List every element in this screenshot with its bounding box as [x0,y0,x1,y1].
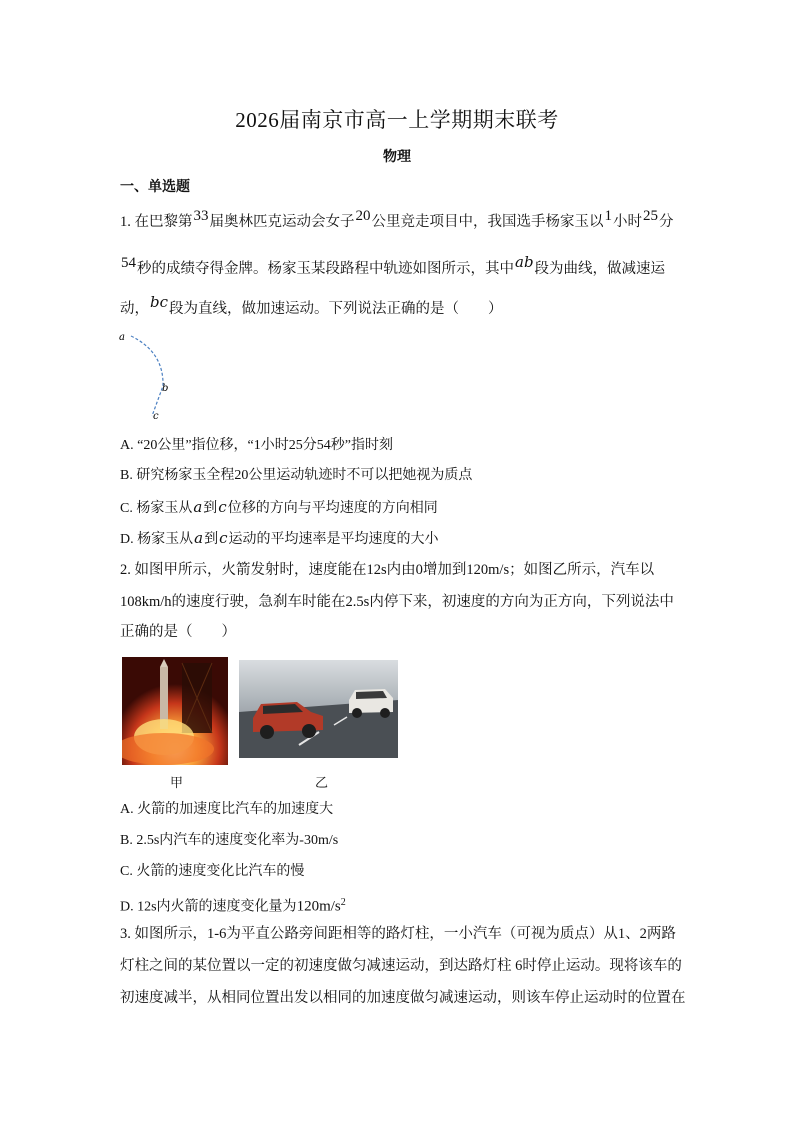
car-driving-image [239,660,398,758]
q1-line-2 [120,253,666,279]
q2-option-b: B. 2.5s内汽车的速度变化率为-30m/s [120,833,339,848]
trajectory-path [131,336,163,416]
q1-text: 到 [203,501,218,516]
q1-text: 秒的成绩夺得金牌。杨家玉某段路程中轨迹如图所示，其中 [137,261,514,277]
q1-text: 位移的方向与平均速度的方向相同 [227,501,438,516]
q1-line-1 [120,208,674,232]
q1-text: 公里竞走项目中，我国选手杨家玉以 [371,214,604,230]
q1-math-a: a [193,498,203,516]
section-heading: 一、单选题 [120,180,190,195]
q1-math-54: 54 [121,255,136,271]
q2-text: D. 12s内火箭的速度变化量为 [120,899,297,915]
q1-math-1: 1 [604,208,612,224]
subject-title: 物理 [383,150,411,165]
q3-line-3: 初速度减半，从相同位置出发以相同的加速度做匀减速运动，则该车停止运动时的位置在 [120,990,686,1006]
q1-math-c: c [219,529,228,547]
q1-option-c [120,497,438,519]
q2-option-d [120,893,346,918]
q3-line-1: 3. 如图所示，1-6为平直公路旁间距相等的路灯柱，一小汽车（可视为质点）从1、2两路 [120,926,676,942]
q1-math-25: 25 [643,208,658,224]
q2-option-c: C. 火箭的速度变化比汽车的慢 [120,864,305,879]
q1-math-ab: ab [515,253,534,271]
rocket-launch-image [122,657,228,765]
q2-line-2: 108km/h的速度行驶，急刹车时能在2.5s内停下来，初速度的方向为正方向，下列说法中 [120,594,674,610]
q1-math-20: 20 [355,208,371,224]
q1-option-b: B. 研究杨家玉全程20公里运动轨迹时不可以把她视为质点 [120,468,473,483]
q1-text: D. 杨家玉从 [120,532,194,547]
trajectory-figure [114,328,184,426]
figure-caption-jia: 甲 [170,775,184,790]
point-a-label: a [119,332,125,343]
q1-math-33: 33 [193,208,209,224]
q1-text: 运动的平均速率是平均速度的大小 [228,532,439,547]
point-b-label: b [162,383,169,394]
q1-text: 段为直线，做加速运动。下列说法正确的是（ ） [169,301,503,317]
q1-text: 分 [659,214,674,230]
q1-text: 到 [204,532,219,547]
q1-text: 段为曲线，做减速运 [534,261,666,277]
point-c-label: c [153,411,159,422]
q1-line-3 [120,293,503,319]
q1-option-d [120,528,438,550]
q2-line-3: 正确的是（ ） [120,624,236,640]
page-title: 2026届南京市高一上学期期末联考 [235,108,559,132]
q2-math-120: 120m/s [296,898,341,915]
q1-text: C. 杨家玉从 [120,501,193,516]
q1-text: 届奥林匹克运动会女子 [209,214,355,230]
figure-caption-yi: 乙 [315,775,329,790]
q1-math-bc: bc [150,293,169,311]
q3-line-2: 灯柱之间的某位置以一定的初速度做匀减速运动，到达路灯柱 6时停止运动。现将该车的 [120,958,682,974]
q1-text: 小时 [613,214,642,230]
q2-option-a: A. 火箭的加速度比汽车的加速度大 [120,802,334,817]
q1-text: 动， [120,301,149,317]
q1-text: 1. 在巴黎第 [120,214,193,230]
q2-line-1: 2. 如图甲所示，火箭发射时，速度能在12s内由0增加到120m/s；如图乙所示，汽车以 [120,562,655,578]
q1-option-a: A. “20公里”指位移，“1小时25分54秒”指时刻 [120,438,393,453]
q2-math-sup: 2 [340,897,346,908]
q1-math-a: a [194,529,204,547]
q1-math-c: c [218,498,227,516]
